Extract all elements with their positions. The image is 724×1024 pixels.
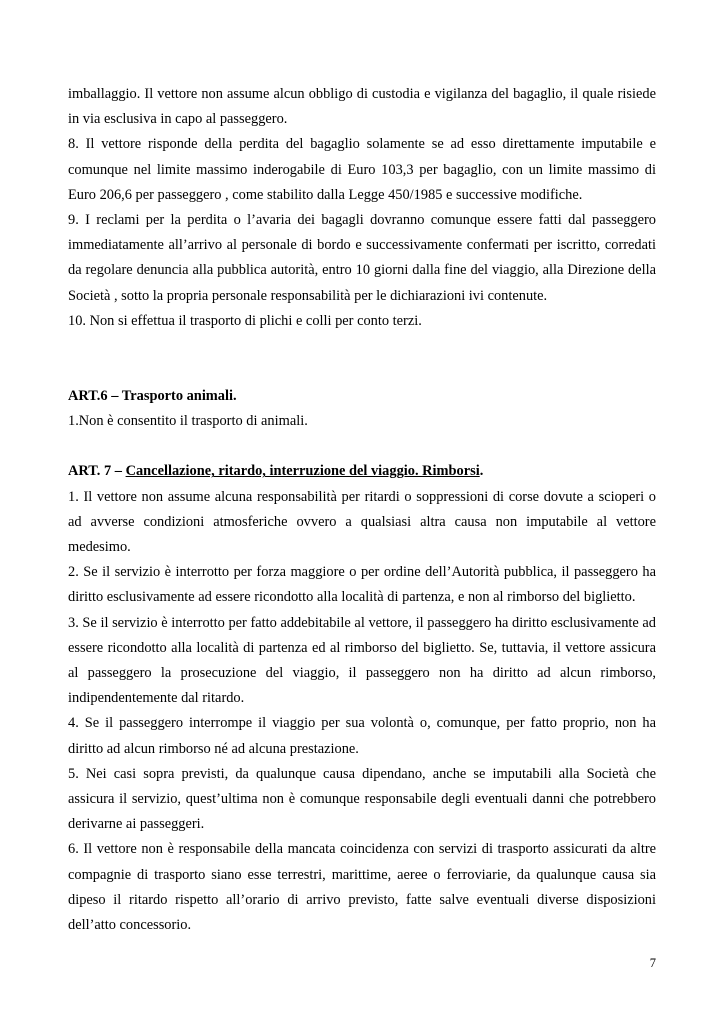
art6-paragraph-1: 1.Non è consentito il trasporto di animali. xyxy=(68,413,308,430)
section-spacer xyxy=(68,434,656,459)
page-number: 7 xyxy=(649,956,656,970)
art7-heading-prefix: ART. 7 – xyxy=(68,463,126,480)
art7-paragraph-5: 5. Nei casi sopra previsti, da qualunque causa dipendano, anche se imputabili alla Società che assicura il servizio, quest’ultima non è comunque responsabile degli eventuali danni che potrebbero derivarne ai passeggeri. xyxy=(68,765,656,833)
section-spacer xyxy=(68,334,656,384)
art7-heading-suffix: . xyxy=(479,463,484,480)
art7-paragraph-2: 2. Se il servizio è interrotto per forza maggiore o per ordine dell’Autorità pubblica, il passeggero ha diritto esclusivamente ad essere ricondotto alla località di partenza, e non al rimborso del biglietto. xyxy=(68,564,656,606)
art7-paragraph-4: 4. Se il passeggero interrompe il viaggio per sua volontà o, comunque, per fatto proprio, non ha diritto ad alcun rimborso né ad alcuna prestazione. xyxy=(68,715,656,757)
art7-paragraph-6: 6. Il vettore non è responsabile della mancata coincidenza con servizi di trasporto assicurati da altre compagnie di trasporto siano esse terrestri, marittime, aeree o ferroviarie, da qualunque causa sia dipeso il ritardo rispetto all’orario di arrivo previsto, fatte salve eventuali diverse disposizioni dell’atto concessorio. xyxy=(68,841,656,934)
paragraph-baggage-loss-liability: 8. Il vettore risponde della perdita del bagaglio solamente se ad esso direttamente imputabile e comunque nel limite massimo inderogabile di Euro 103,3 per bagaglio, con un limite massimo di Euro 206,6 per passeggero , come stabilito dalla Legge 450/1985 e successive modifiche. xyxy=(68,136,656,203)
art7-paragraph-1: 1. Il vettore non assume alcuna responsabilità per ritardi o soppressioni di corse dovute a scioperi o ad avverse condizioni atmosferiche ovvero a qualsiasi altra causa non imputabile al vettore medesimo. xyxy=(68,488,656,556)
art7-heading-title: Cancellazione, ritardo, interruzione del viaggio. Rimborsi xyxy=(125,463,480,480)
paragraph-no-parcels: 10. Non si effettua il trasporto di plichi e colli per conto terzi. xyxy=(68,312,422,329)
art7-heading xyxy=(68,459,656,484)
art6-heading: ART.6 – Trasporto animali. xyxy=(68,388,237,405)
paragraph-baggage-custody: imballaggio. Il vettore non assume alcun obbligo di custodia e vigilanza del bagaglio, il quale risiede in via esclusiva in capo al passeggero. xyxy=(68,86,656,128)
art7-paragraph-3: 3. Se il servizio è interrotto per fatto addebitabile al vettore, il passeggero ha diritto esclusivamente ad essere ricondotto alla località di partenza ed al rimborso del biglietto. Se, tuttavia, il vettore assicura al passeggero la prosecuzione del viaggio, il passeggero non ha diritto ad alcun rimborso, indipendentemente dal ritardo. xyxy=(68,614,656,707)
paragraph-baggage-claims: 9. I reclami per la perdita o l’avaria dei bagagli dovranno comunque essere fatti dal passeggero immediatamente all’arrivo al personale di bordo e successivamente confermati per iscritto, corredati da regolare denuncia alla pubblica autorità, entro 10 giorni dalla fine del viaggio, alla Direzione della Società , sotto la propria personale responsabilità per le dichiarazioni ivi contenute. xyxy=(68,212,656,304)
document-page xyxy=(68,82,656,938)
